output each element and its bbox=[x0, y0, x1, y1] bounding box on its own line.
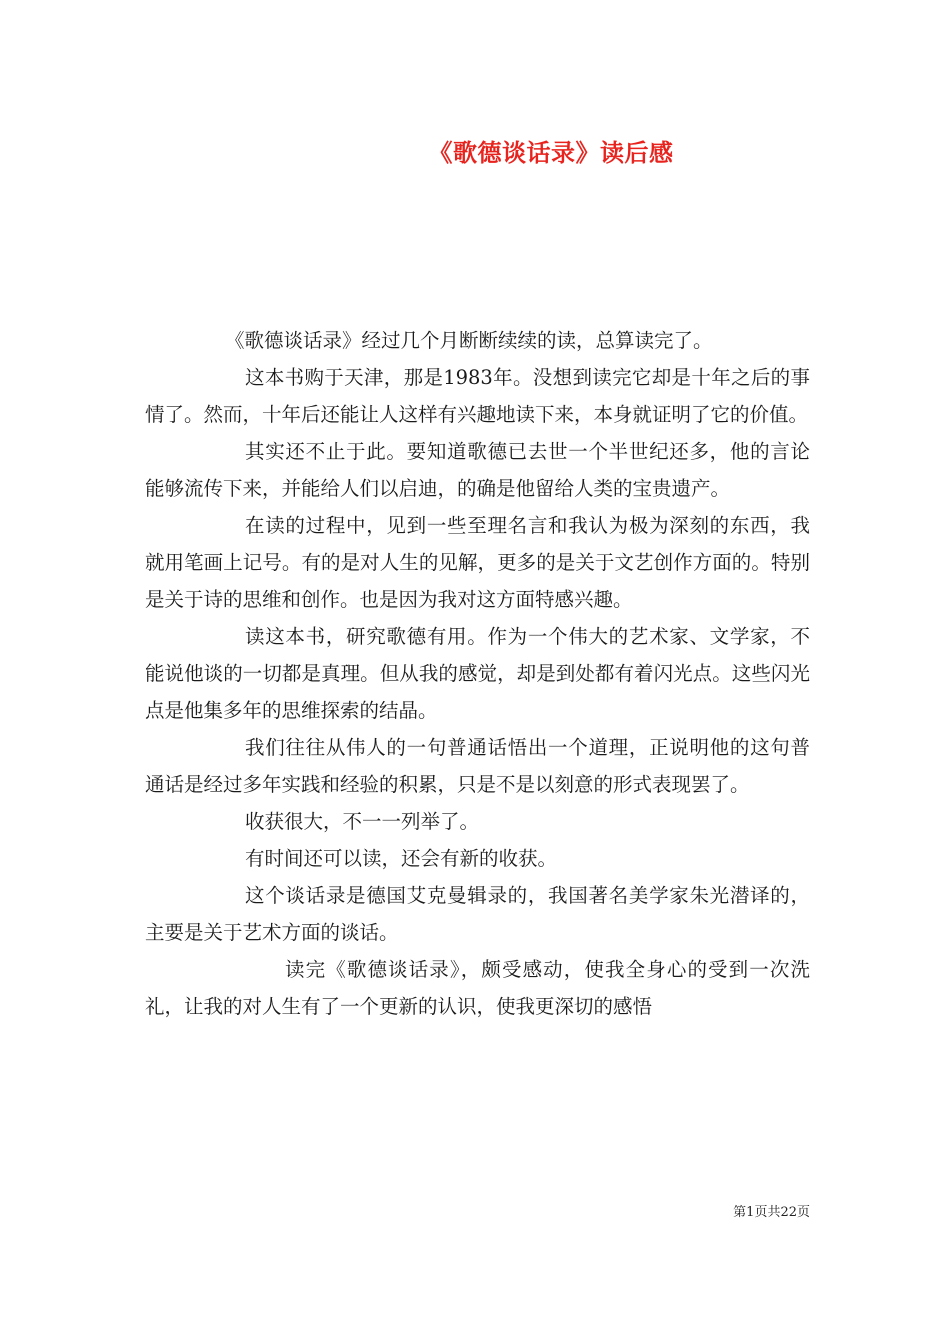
paragraph-3: 其实还不止于此。要知道歌德已去世一个半世纪还多，他的言论能够流传下来，并能给人们以启迪，的确是他留给人类的宝贵遗产。 bbox=[145, 440, 810, 500]
paragraph-2: 这本书购于天津，那是1983年。没想到读完它却是十年之后的事情了。然而，十年后还能让人这样有兴趣地读下来，本身就证明了它的价值。 bbox=[145, 366, 810, 426]
document-body bbox=[145, 322, 810, 1025]
paragraph-10: 读完《歌德谈话录》，颇受感动，使我全身心的受到一次洗礼，让我的对人生有了一个更新的认识，使我更深切的感悟 bbox=[145, 958, 810, 1018]
paragraph-9: 这个谈话录是德国艾克曼辑录的，我国著名美学家朱光潜译的，主要是关于艺术方面的谈话。 bbox=[145, 884, 810, 944]
paragraph-8: 有时间还可以读，还会有新的收获。 bbox=[245, 847, 558, 870]
page-number: 第1页共22页 bbox=[733, 1205, 810, 1220]
paragraph-1: 《歌德谈话录》经过几个月断断续续的读，总算读完了。 bbox=[225, 329, 713, 352]
paragraph-5: 读这本书，研究歌德有用。作为一个伟大的艺术家、文学家，不能说他谈的一切都是真理。但从我的感觉，却是到处都有着闪光点。这些闪光点是他集多年的思维探索的结晶。 bbox=[145, 625, 810, 722]
paragraph-7: 收获很大，不一一列举了。 bbox=[245, 810, 480, 833]
paragraph-4: 在读的过程中，见到一些至理名言和我认为极为深刻的东西，我就用笔画上记号。有的是对人生的见解，更多的是关于文艺创作方面的。特别是关于诗的思维和创作。也是因为我对这方面特感兴趣。 bbox=[145, 514, 810, 611]
paragraph-6: 我们往往从伟人的一句普通话悟出一个道理，正说明他的这句普通话是经过多年实践和经验的积累，只是不是以刻意的形式表现罢了。 bbox=[145, 736, 810, 796]
document-title: 《歌德谈话录》读后感 bbox=[428, 138, 674, 167]
